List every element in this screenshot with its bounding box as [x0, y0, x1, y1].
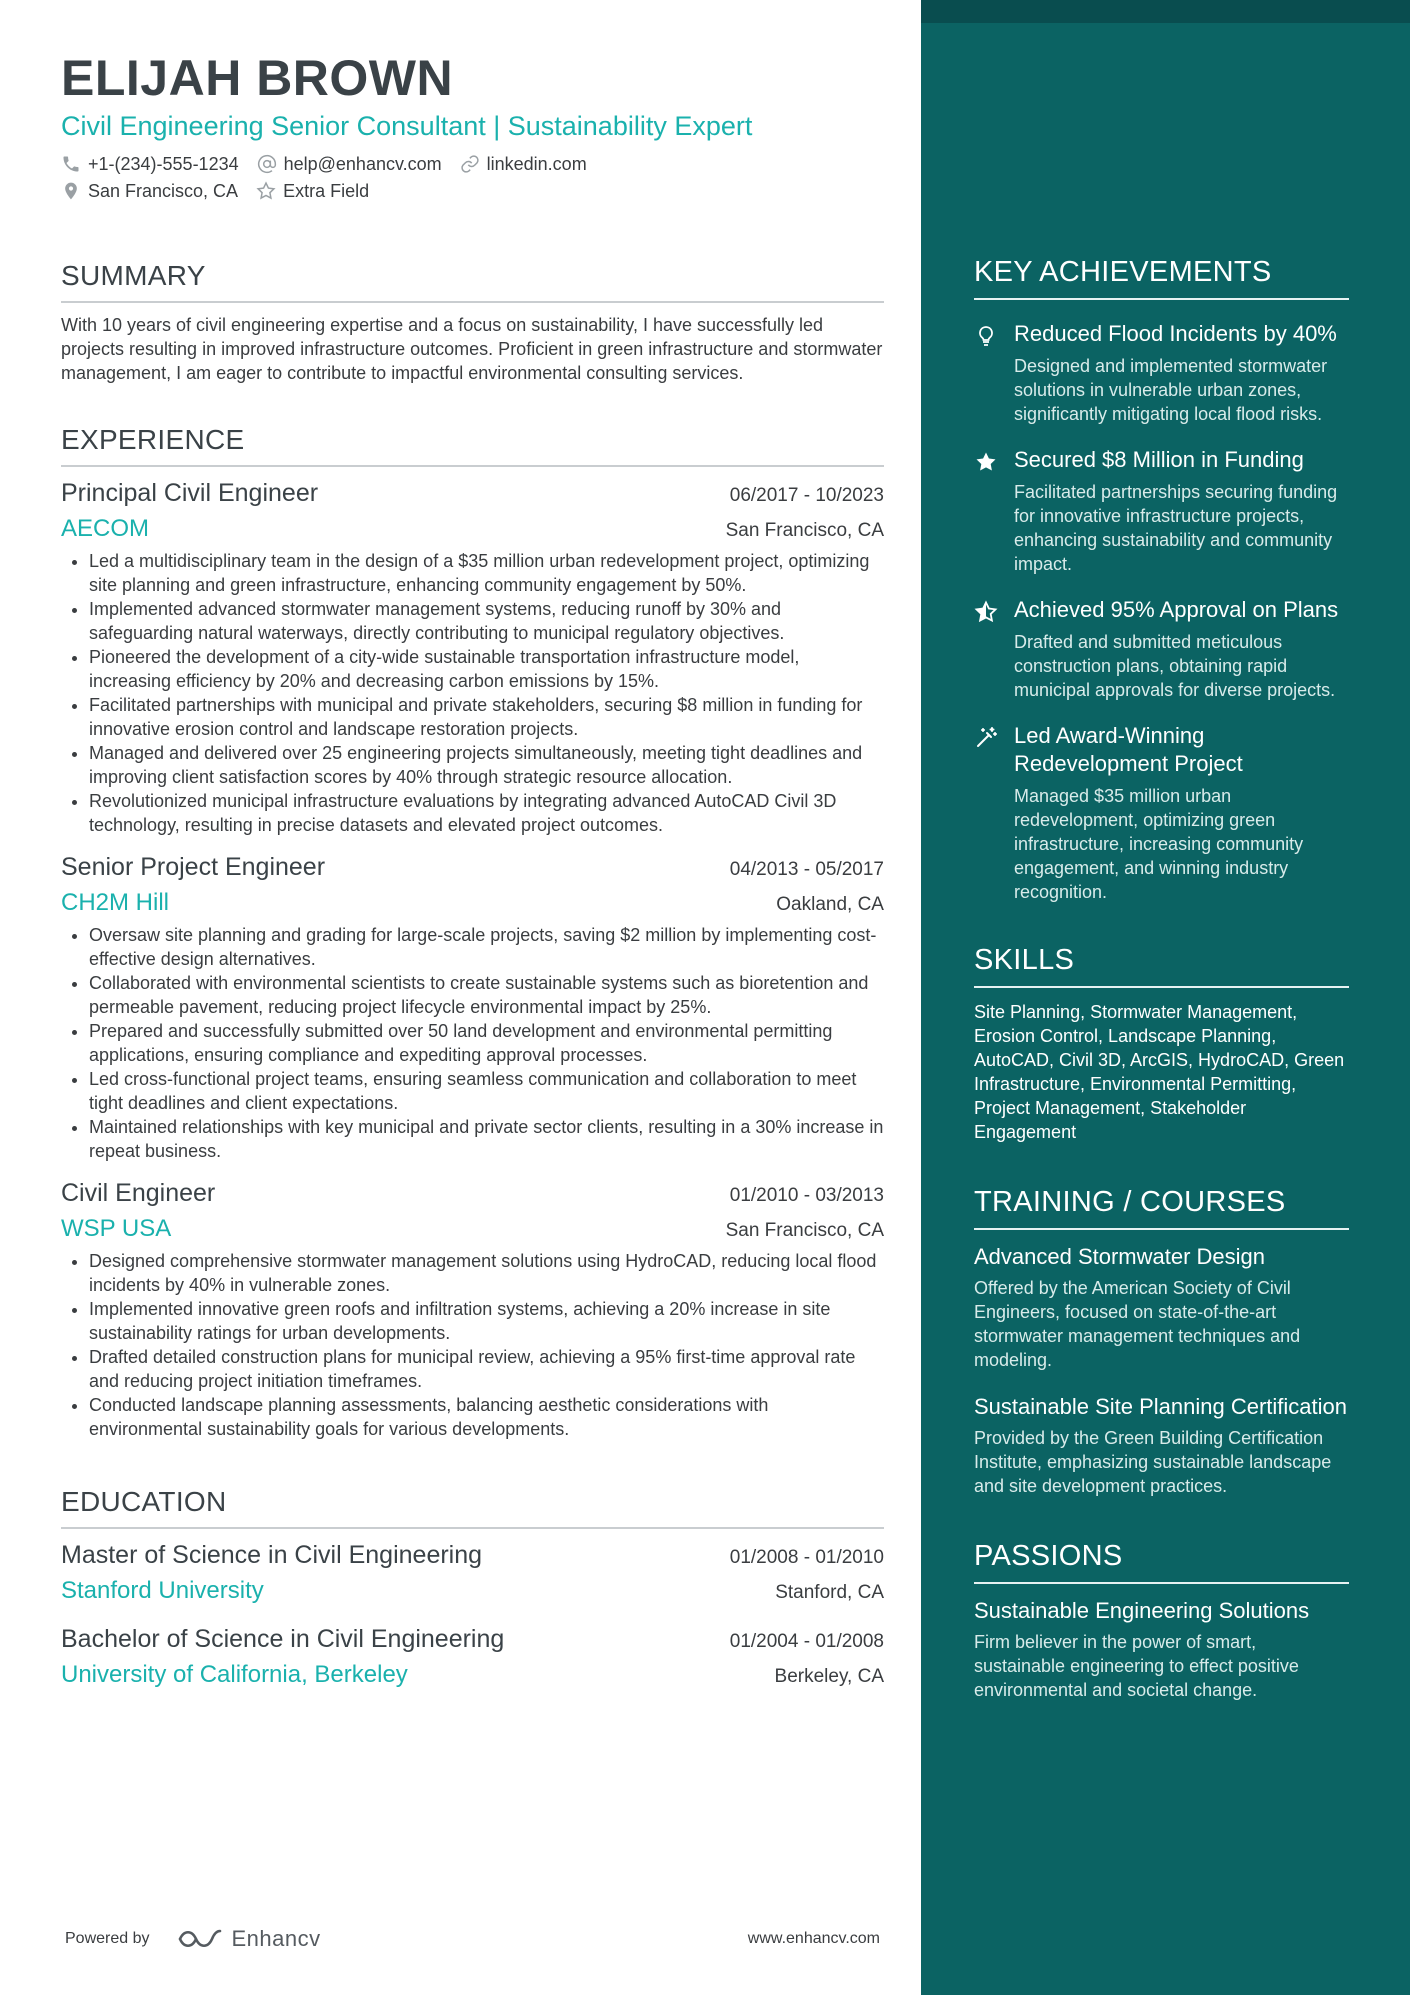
- company-name: AECOM: [61, 515, 150, 542]
- star-half-icon: [974, 600, 998, 624]
- candidate-title: Civil Engineering Senior Consultant | Sustainability Expert: [61, 111, 753, 141]
- job-bullets: [61, 549, 884, 837]
- education-entry: [61, 1623, 884, 1689]
- education-dates: 01/2004 - 01/2008: [729, 1631, 884, 1652]
- course-desc: Provided by the Green Building Certification Institute, emphasizing sustainable landscape and site development practices.: [974, 1428, 1332, 1496]
- school-name: University of California, Berkeley: [61, 1661, 408, 1688]
- company-name: CH2M Hill: [61, 889, 169, 916]
- summary-text: With 10 years of civil engineering expertise and a focus on sustainability, I have successfully led projects resulting in improved infrastructure outcomes. Proficient in green infrastructure and stormwater management, I am eager to contribute to impactful environmental consulting services.: [61, 315, 883, 383]
- degree-title: Bachelor of Science in Civil Engineering: [61, 1625, 505, 1653]
- job-bullets: [61, 1249, 884, 1441]
- powered-label: Powered by: [65, 1930, 150, 1947]
- linkedin-text: linkedin.com: [486, 153, 587, 174]
- sidebar-top-band: [921, 0, 1410, 23]
- phone-text: +1-(234)-555-1234: [88, 153, 239, 174]
- passions-section: [974, 1538, 1349, 1702]
- location-text: San Francisco, CA: [88, 180, 239, 201]
- course-title: Sustainable Site Planning Certification: [974, 1394, 1348, 1419]
- job-entry: [61, 477, 884, 837]
- education-entry: [61, 1539, 884, 1605]
- education-section: [61, 1485, 884, 1689]
- achievement-title: Led Award-Winning Redevelopment Project: [1014, 723, 1243, 776]
- training-section: [974, 1184, 1349, 1498]
- course-item: [974, 1242, 1349, 1372]
- training-heading: TRAINING / COURSES: [974, 1186, 1286, 1218]
- school-location: Stanford, CA: [775, 1582, 884, 1603]
- job-location: San Francisco, CA: [725, 520, 884, 541]
- experience-section: [61, 423, 884, 1441]
- achievement-title: Achieved 95% Approval on Plans: [1014, 597, 1339, 622]
- job-dates: 01/2010 - 03/2013: [729, 1185, 884, 1206]
- contact-location: [61, 181, 238, 202]
- star-outline-icon: [256, 181, 276, 201]
- job-bullets: [61, 923, 884, 1163]
- course-desc: Offered by the American Society of Civil Engineers, focused on state-of-the-art stormwater management techniques and modeling.: [974, 1278, 1301, 1370]
- job-title: Principal Civil Engineer: [61, 479, 319, 507]
- at-icon: [257, 154, 277, 174]
- contact-phone[interactable]: [61, 154, 239, 175]
- job-location: Oakland, CA: [776, 894, 884, 915]
- course-title: Advanced Stormwater Design: [974, 1244, 1266, 1269]
- bullet-item: • Oversaw site planning and grading for large-scale projects, saving $2 million by implementing cost-effective design alternatives.: [89, 923, 884, 971]
- bullet-item: • Conducted landscape planning assessments, balancing aesthetic considerations with environmental sustainability goals for various developments.: [89, 1393, 884, 1441]
- achievement-desc: Drafted and submitted meticulous construction plans, obtaining rapid municipal approvals for diverse projects.: [1014, 632, 1336, 700]
- bullet-item: • Designed comprehensive stormwater management solutions using HydroCAD, reducing local flood incidents by 40% in vulnerable zones.: [89, 1249, 884, 1297]
- phone-icon: [61, 154, 81, 174]
- skills-section: [974, 942, 1349, 1144]
- job-dates: 06/2017 - 10/2023: [729, 485, 884, 506]
- footer-site-link[interactable]: www.enhancv.com: [747, 1930, 880, 1947]
- star-icon: [974, 450, 998, 474]
- bullet-item: • Revolutionized municipal infrastructure evaluations by integrating advanced AutoCAD Civil 3D technology, resulting in precise datasets and elevated project outcomes.: [89, 789, 884, 837]
- skills-heading: SKILLS: [974, 944, 1075, 976]
- passion-title: Sustainable Engineering Solutions: [974, 1598, 1310, 1623]
- main-column: [61, 50, 884, 1689]
- lightbulb-icon: [974, 324, 998, 348]
- education-dates: 01/2008 - 01/2010: [729, 1547, 884, 1568]
- bullet-item: • Prepared and successfully submitted over 50 land development and environmental permitting applications, ensuring compliance and expediting approval processes.: [89, 1019, 884, 1067]
- job-location: San Francisco, CA: [725, 1220, 884, 1241]
- job-title: Civil Engineer: [61, 1179, 216, 1207]
- achievement-item: [974, 722, 1349, 904]
- extra-text: Extra Field: [283, 180, 370, 201]
- sidebar-column: [974, 254, 1349, 1702]
- achievement-item: [974, 596, 1349, 702]
- magic-wand-icon: [974, 726, 998, 750]
- bullet-item: • Led a multidisciplinary team in the design of a $35 million urban redevelopment project, optimizing site planning and green infrastructure, enhancing community engagement by 50%.: [89, 549, 884, 597]
- school-name: Stanford University: [61, 1577, 264, 1604]
- contact-linkedin[interactable]: [460, 154, 587, 175]
- job-dates: 04/2013 - 05/2017: [729, 859, 884, 880]
- skills-text: Site Planning, Stormwater Management, Erosion Control, Landscape Planning, AutoCAD, Civil 3D, ArcGIS, HydroCAD, Green Infrastructure, Environmental Permitting, Project Management, Stakeholder Engagement: [974, 1002, 1345, 1142]
- bullet-item: • Collaborated with environmental scientists to create sustainable systems such as bioretention and permeable pavement, reducing project lifecycle environmental impact by 25%.: [89, 971, 884, 1019]
- contact-row-2: [61, 179, 884, 203]
- bullet-item: • Drafted detailed construction plans for municipal review, achieving a 95% first-time approval rate and reducing project initiation timeframes.: [89, 1345, 884, 1393]
- contact-extra: [256, 181, 369, 202]
- candidate-name: ELIJAH BROWN: [61, 50, 454, 106]
- powered-by: [65, 1926, 321, 1952]
- achievement-desc: Facilitated partnerships securing funding for innovative infrastructure projects, enhancing sustainability and community impact.: [1014, 482, 1338, 574]
- passions-divider: [974, 1582, 1349, 1584]
- job-entry: [61, 1177, 884, 1441]
- achievements-divider: [974, 298, 1349, 300]
- footer: [65, 1926, 880, 1952]
- experience-divider: [61, 465, 884, 467]
- summary-divider: [61, 301, 884, 303]
- experience-heading: EXPERIENCE: [61, 424, 245, 455]
- bullet-item: • Facilitated partnerships with municipal and private stakeholders, securing $8 million in funding for innovative erosion control and landscape restoration projects.: [89, 693, 884, 741]
- achievement-desc: Managed $35 million urban redevelopment, optimizing green infrastructure, increasing community engagement, and winning industry recognition.: [1014, 786, 1304, 902]
- link-icon: [460, 154, 480, 174]
- achievement-title: Secured $8 Million in Funding: [1014, 447, 1304, 472]
- education-divider: [61, 1527, 884, 1529]
- achievement-title: Reduced Flood Incidents by 40%: [1014, 321, 1337, 346]
- achievement-desc: Designed and implemented stormwater solutions in vulnerable urban zones, significantly mitigating local flood risks.: [1014, 356, 1328, 424]
- contact-email[interactable]: [257, 154, 442, 175]
- bullet-item: • Managed and delivered over 25 engineering projects simultaneously, meeting tight deadlines and improving client satisfaction scores by 40% through strategic resource allocation.: [89, 741, 884, 789]
- school-location: Berkeley, CA: [774, 1666, 884, 1687]
- skills-divider: [974, 986, 1349, 988]
- training-divider: [974, 1228, 1349, 1230]
- bullet-item: • Pioneered the development of a city-wide sustainable transportation infrastructure model, increasing efficiency by 20% and decreasing carbon emissions by 15%.: [89, 645, 884, 693]
- brand-name: Enhancv: [231, 1926, 321, 1951]
- achievement-item: [974, 446, 1349, 576]
- course-item: [974, 1392, 1349, 1498]
- email-text: help@enhancv.com: [283, 153, 442, 174]
- passion-item: [974, 1596, 1349, 1702]
- achievements-heading: KEY ACHIEVEMENTS: [974, 256, 1272, 288]
- passion-desc: Firm believer in the power of smart, sustainable engineering to effect positive environmental and societal change.: [974, 1632, 1299, 1700]
- bullet-item: • Implemented innovative green roofs and infiltration systems, achieving a 20% increase in site sustainability ratings for urban developments.: [89, 1297, 884, 1345]
- passions-heading: PASSIONS: [974, 1540, 1123, 1572]
- degree-title: Master of Science in Civil Engineering: [61, 1541, 483, 1569]
- brand-logo[interactable]: [176, 1926, 321, 1952]
- education-heading: EDUCATION: [61, 1486, 227, 1517]
- contact-row-1: [61, 152, 884, 176]
- bullet-item: • Implemented advanced stormwater management systems, reducing runoff by 30% and safeguarding natural waterways, directly contributing to municipal regulatory objectives.: [89, 597, 884, 645]
- company-name: WSP USA: [61, 1215, 172, 1242]
- location-pin-icon: [61, 181, 81, 201]
- bullet-item: • Led cross-functional project teams, ensuring seamless communication and collaboration to meet tight deadlines and client expectations.: [89, 1067, 884, 1115]
- summary-section: [61, 259, 884, 385]
- bullet-item: • Maintained relationships with key municipal and private sector clients, resulting in a 30% increase in repeat business.: [89, 1115, 884, 1163]
- summary-heading: SUMMARY: [61, 260, 206, 291]
- job-title: Senior Project Engineer: [61, 853, 326, 881]
- achievements-section: [974, 254, 1349, 904]
- enhancv-logo-icon: [176, 1926, 224, 1952]
- job-entry: [61, 851, 884, 1163]
- achievement-item: [974, 320, 1349, 426]
